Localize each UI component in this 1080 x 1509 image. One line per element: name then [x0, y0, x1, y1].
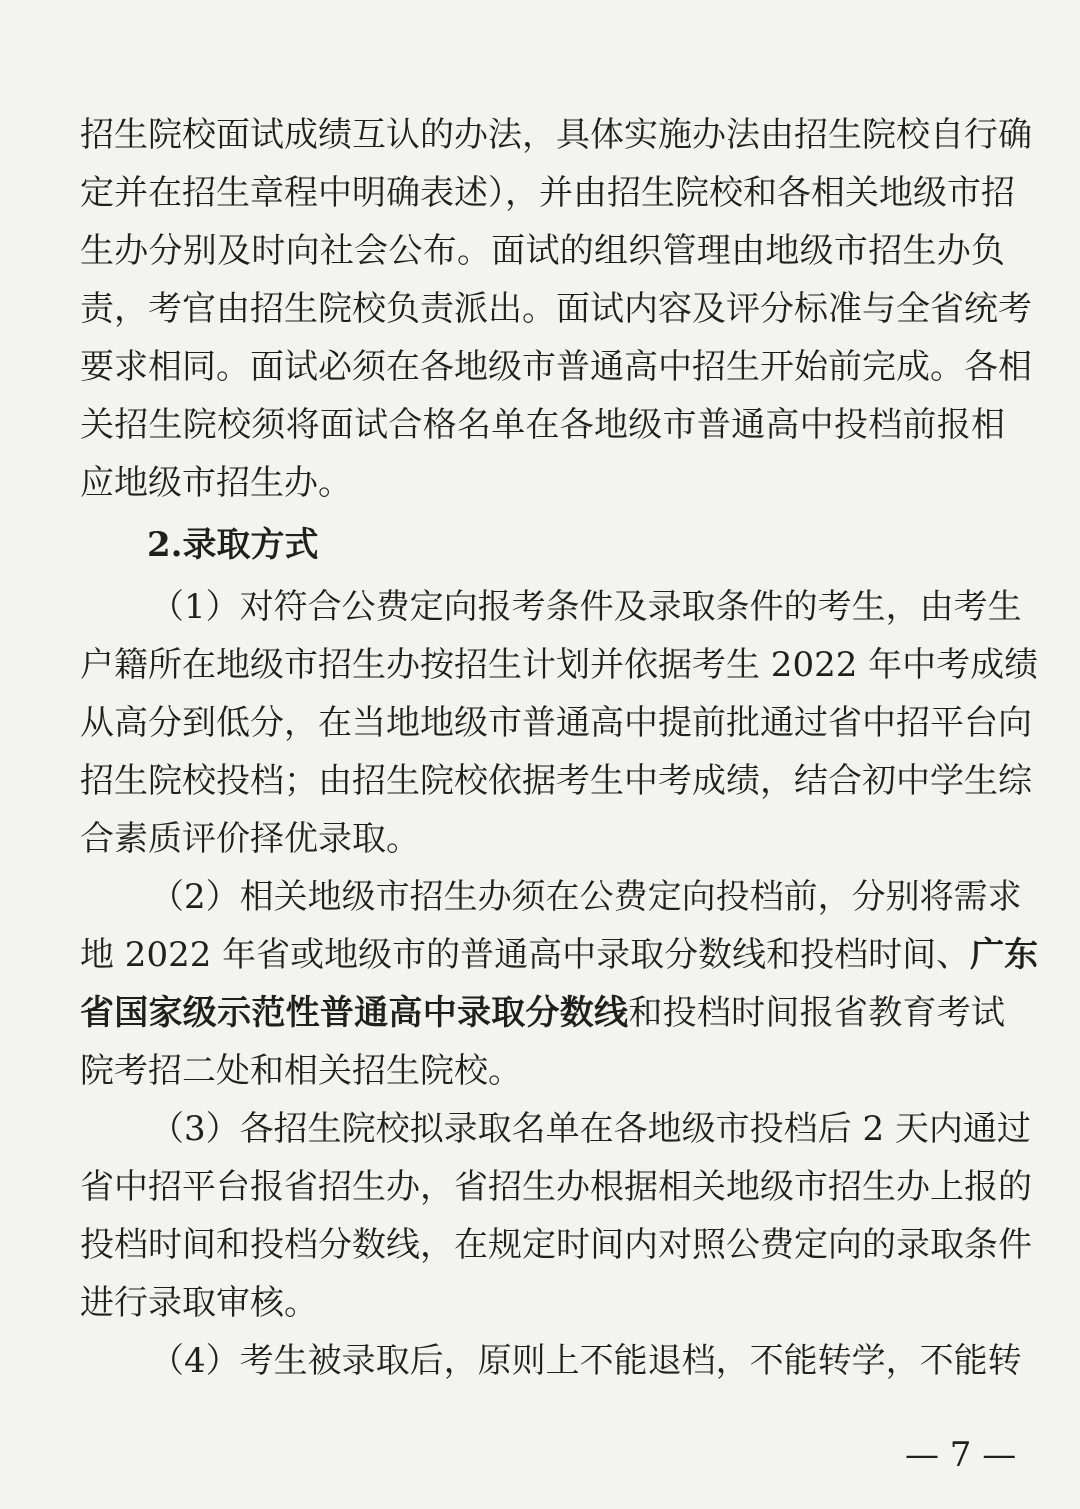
- paragraph-line: 关招生院校须将面试合格名单在各地级市普通高中投档前报相: [80, 405, 1005, 445]
- page-number: — 7 —: [905, 1435, 1017, 1475]
- paragraph-line: 定并在招生章程中明确表述），并由招生院校和各相关地级市招: [80, 173, 1015, 213]
- paragraph-line: 招生院校投档；由招生院校依据考生中考成绩，结合初中学生综: [80, 761, 1032, 801]
- paragraph-line: 要求相同。面试必须在各地级市普通高中招生开始前完成。各相: [80, 347, 1032, 387]
- paragraph-line: （3）各招生院校拟录取名单在各地级市投档后 2 天内通过: [150, 1109, 1031, 1149]
- paragraph-line: 进行录取审核。: [80, 1283, 318, 1323]
- paragraph-line: 从高分到低分，在当地地级市普通高中提前批通过省中招平台向: [80, 703, 1032, 743]
- paragraph-text: 地 2022 年省或地级市的普通高中录取分数线和投档时间、: [80, 935, 971, 975]
- paragraph-line: 招生院校面试成绩互认的办法，具体实施办法由招生院校自行确: [80, 115, 1032, 155]
- paragraph-text: 和投档时间报省教育考试: [628, 993, 1006, 1033]
- paragraph-line: 户籍所在地级市招生办按招生计划并依据考生 2022 年中考成绩: [80, 645, 1039, 685]
- paragraph-line: 省中招平台报省招生办，省招生办根据相关地级市招生办上报的: [80, 1167, 1032, 1207]
- section-heading: 2.录取方式: [147, 525, 319, 565]
- paragraph-line: 院考招二处和相关招生院校。: [80, 1051, 522, 1091]
- paragraph-line: （2）相关地级市招生办须在公费定向投档前，分别将需求: [150, 877, 1022, 917]
- paragraph-line: 应地级市招生办。: [80, 463, 352, 503]
- paragraph-line: 生办分别及时向社会公布。面试的组织管理由地级市招生办负: [80, 231, 1005, 271]
- paragraph-line: （1）对符合公费定向报考条件及录取条件的考生，由考生: [150, 587, 1022, 627]
- emphasized-text: 广东: [970, 935, 1039, 975]
- paragraph-line: 合素质评价择优录取。: [80, 819, 420, 859]
- paragraph-line: 责，考官由招生院校负责派出。面试内容及评分标准与全省统考: [80, 289, 1032, 329]
- paragraph-line-mixed: [80, 983, 1005, 1043]
- paragraph-line: 投档时间和投档分数线，在规定时间内对照公费定向的录取条件: [80, 1225, 1032, 1265]
- paragraph-line-mixed: [80, 925, 1039, 985]
- emphasized-text: 省国家级示范性普通高中录取分数线: [80, 993, 629, 1033]
- paragraph-line: （4）考生被录取后，原则上不能退档，不能转学，不能转: [150, 1341, 1022, 1381]
